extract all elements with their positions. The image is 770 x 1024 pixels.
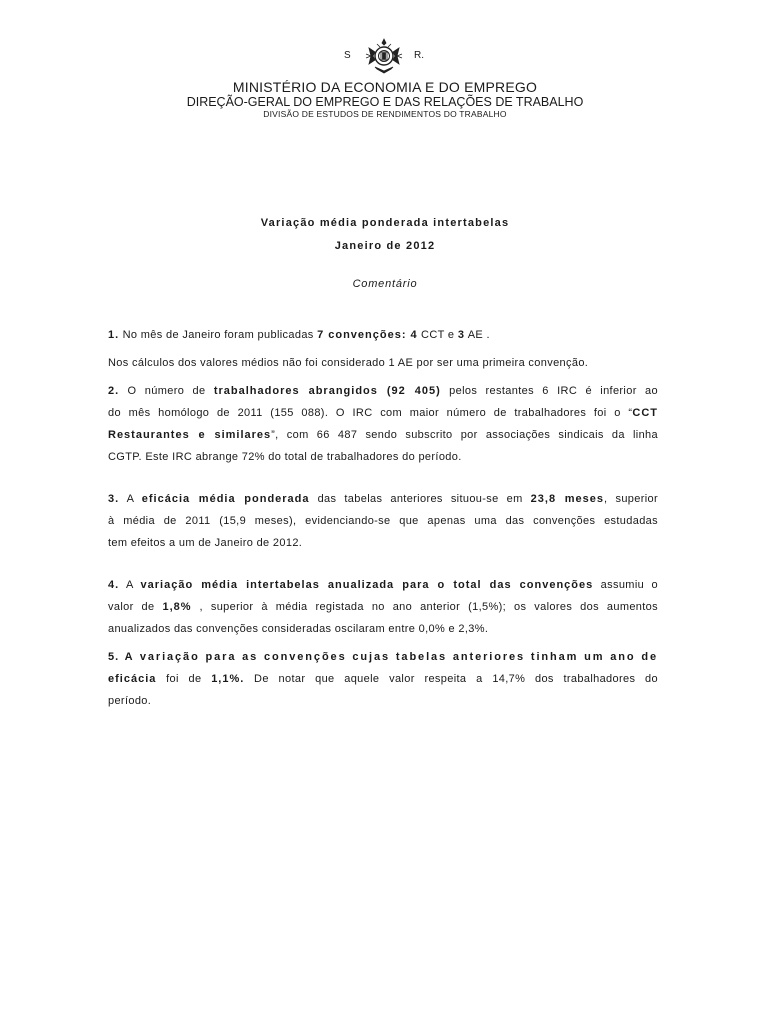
paragraph-3 (108, 488, 658, 554)
document-period: Janeiro de 2012 (334, 240, 436, 252)
paragraph-4 (108, 574, 658, 640)
text-run: anualizados das convenções consideradas oscilaram entre 0,0% e 2,3%. (108, 623, 489, 635)
directorate-name: DIREÇÃO-GERAL DO EMPREGO E DAS RELAÇÕES DE TRABALHO (186, 95, 584, 109)
bold-run: Restaurantes e similares (108, 429, 272, 441)
ministry-name: MINISTÉRIO DA ECONOMIA E DO EMPREGO (232, 79, 538, 95)
bold-run: variação média intertabelas anualizada para o total das convenções (140, 579, 594, 591)
coat-of-arms-icon (363, 38, 405, 74)
text-run: foi de (156, 673, 212, 685)
text-run: pelos restantes 6 IRC é inferior ao (440, 385, 658, 397)
bold-run: 1,1%. (211, 673, 245, 685)
text-run: No mês de Janeiro foram publicadas (119, 329, 318, 341)
paragraph-2 (108, 380, 658, 468)
text-run: período. (108, 695, 152, 707)
text-run: CCT e (417, 329, 458, 341)
text-run: tem efeitos a um de Janeiro de 2012. (108, 537, 303, 549)
text-run: O número de (119, 385, 214, 397)
document-header (0, 79, 770, 120)
text-run: do mês homólogo de 2011 (155 088). O IRC com maior número de trabalhadores foi o “ (108, 407, 633, 419)
text-run: CGTP. Este IRC abrange 72% do total de trabalhadores do período. (108, 451, 462, 463)
paragraph-number: 5. (108, 651, 120, 663)
document-title: Variação média ponderada intertabelas (260, 217, 510, 229)
paragraph-number: 3. (108, 493, 120, 505)
text-run: , superior à média registada no ano anterior (1,5%); os valores dos aumentos (191, 601, 658, 613)
emblem-right-letter: R. (414, 50, 424, 61)
paragraph-number: 4. (108, 579, 120, 591)
text-run: AE . (464, 329, 490, 341)
emblem-row (0, 38, 770, 78)
document-titles (0, 216, 770, 291)
text-run: De notar que aquele valor respeita a 14,7% dos trabalhadores do (244, 673, 658, 685)
bold-run: CCT (632, 407, 658, 419)
text-run: à média de 2011 (15,9 meses), evidenciando-se que apenas uma das convenções estudadas (108, 515, 658, 527)
division-name: DIVISÃO DE ESTUDOS DE RENDIMENTOS DO TRABALHO (263, 109, 507, 119)
comment-heading: Comentário (352, 278, 418, 290)
bold-run: 1,8% (162, 601, 192, 613)
emblem-left-letter: S (344, 50, 351, 61)
paragraph-number: 1. (108, 329, 120, 341)
text-run: assumiu o (593, 579, 658, 591)
text-run: A (119, 579, 141, 591)
paragraph-number: 2. (108, 385, 120, 397)
paragraph-5 (108, 646, 658, 712)
text-run: valor de (108, 601, 163, 613)
text-run: ”, com 66 487 sendo subscrito por associações sindicais da linha (271, 429, 658, 441)
paragraph-1-note: Nos cálculos dos valores médios não foi considerado 1 AE por ser uma primeira convenção. (108, 357, 589, 369)
text-run: , superior (604, 493, 659, 505)
bold-run: 23,8 meses (530, 493, 605, 505)
document-body (108, 324, 658, 712)
bold-run: eficácia (108, 673, 157, 685)
paragraph-1 (108, 324, 658, 346)
text-run: das tabelas anteriores situou-se em (309, 493, 531, 505)
bold-run: trabalhadores abrangidos (92 405) (213, 385, 441, 397)
bold-run: eficácia média ponderada (141, 493, 310, 505)
bold-run: 7 convenções: 4 (317, 329, 418, 341)
bold-run: A variação para as convenções cujas tabelas anteriores tinham um ano de (119, 651, 658, 663)
text-run: A (119, 493, 142, 505)
bold-run: 3 (457, 329, 465, 341)
